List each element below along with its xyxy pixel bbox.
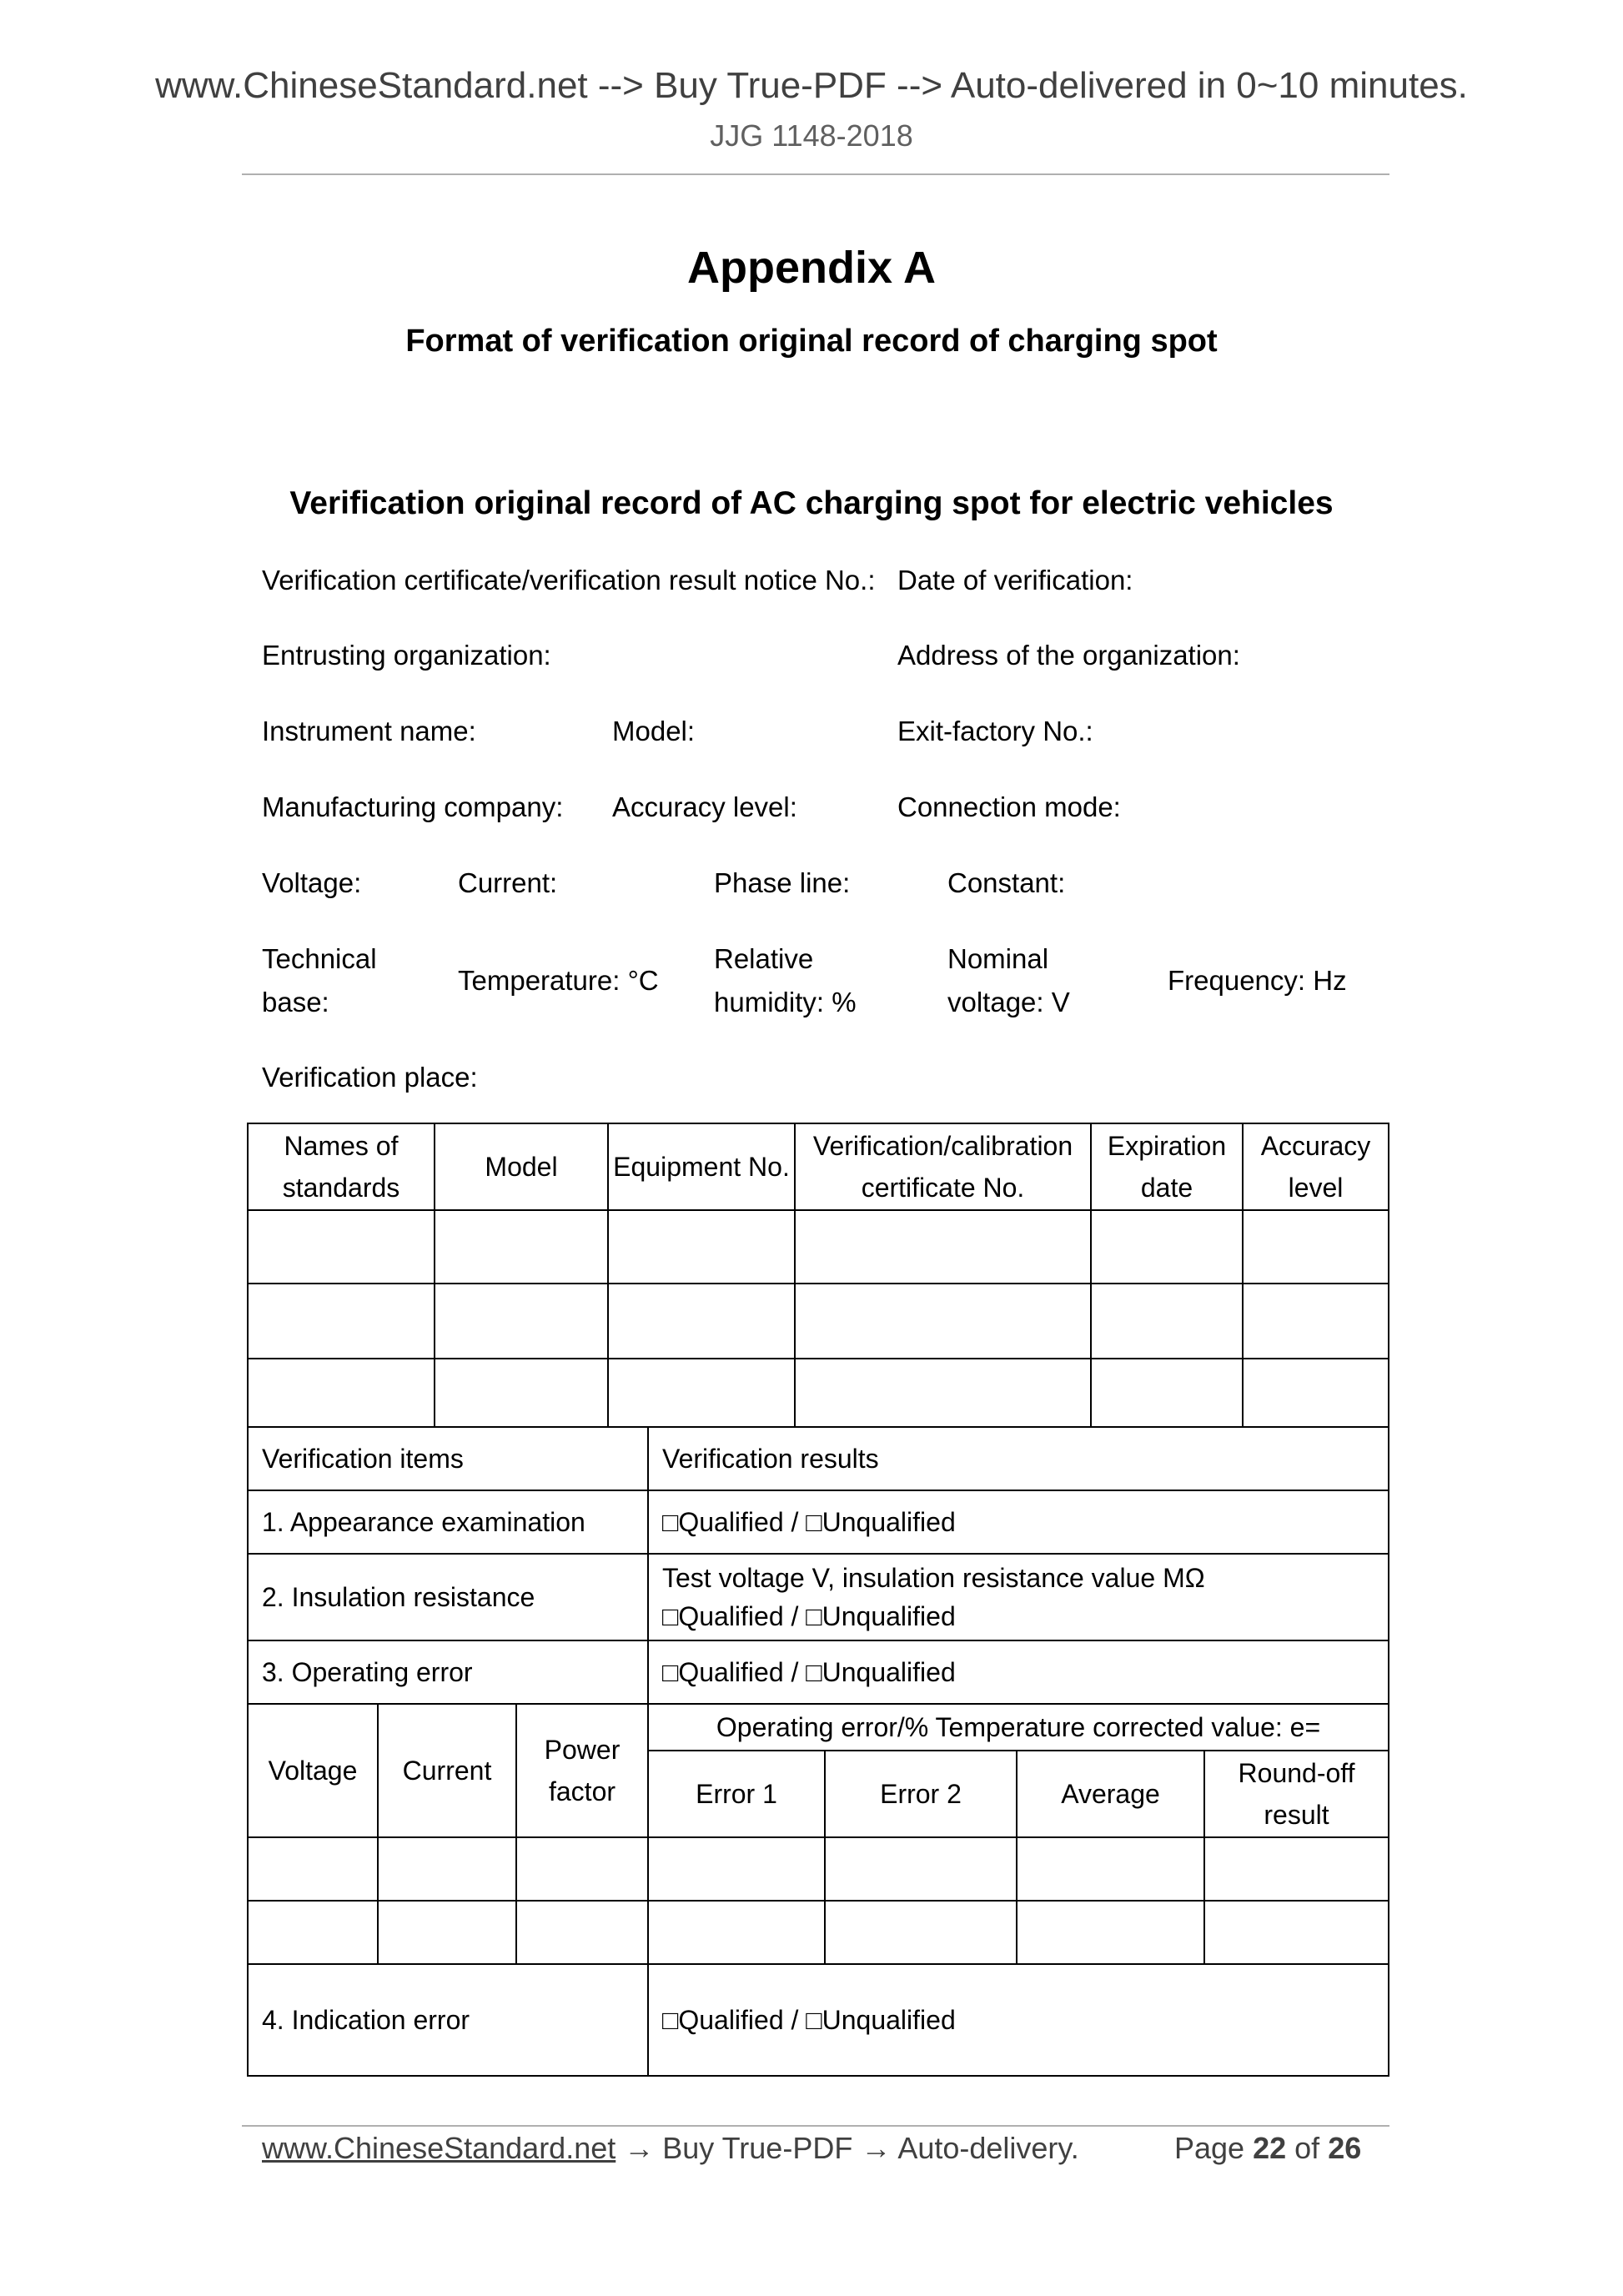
exit-factory-no-field: Exit-factory No.:: [897, 716, 1093, 746]
page-number: 22: [1253, 2131, 1287, 2165]
voltage-field: Voltage:: [262, 867, 362, 898]
table-cell: [825, 1837, 1017, 1901]
table-row: [248, 1210, 1389, 1284]
table-cell: [1017, 1837, 1204, 1901]
footer-tail: → Buy True-PDF → Auto-delivery.: [616, 2131, 1079, 2165]
col-accuracy-level: Accuracy level: [1243, 1123, 1389, 1210]
col-error-2: Error 2: [825, 1751, 1017, 1837]
table-cell: [1091, 1284, 1243, 1359]
appendix-subtitle: Format of verification original record of charging spot: [405, 324, 1218, 359]
item-result: □Qualified / □Unqualified: [648, 1964, 1389, 2076]
items-header-row: [248, 1427, 1389, 1490]
header-banner: www.ChineseStandard.net --> Buy True-PDF --> Auto-delivered in 0~10 minutes.: [155, 65, 1468, 106]
manufacturer-field: Manufacturing company:: [262, 791, 564, 822]
table-cell: [516, 1837, 648, 1901]
table-cell: [1204, 1837, 1389, 1901]
footer-site-link[interactable]: www.ChineseStandard.net: [262, 2131, 616, 2165]
entrusting-org-field: Entrusting organization:: [262, 640, 551, 671]
date-field: Date of verification:: [897, 565, 1133, 595]
item-row-operating-error: [248, 1640, 1389, 1704]
appendix-title: Appendix A: [686, 243, 936, 293]
item-row-insulation: [248, 1554, 1389, 1640]
current-field: Current:: [458, 867, 558, 898]
col-certificate-no: Verification/calibration certificate No.: [795, 1123, 1091, 1210]
table-cell: [378, 1901, 516, 1964]
standards-header-row: [248, 1123, 1389, 1210]
accuracy-level-field: Accuracy level:: [612, 791, 797, 822]
table-cell: [1091, 1359, 1243, 1427]
item-label: 4. Indication error: [248, 1964, 648, 2076]
constant-field: Constant:: [947, 867, 1066, 898]
col-current: Current: [378, 1704, 516, 1837]
item-result: □Qualified / □Unqualified: [648, 1640, 1389, 1704]
item-row-indication-error: [248, 1964, 1389, 2076]
col-verification-results: Verification results: [648, 1427, 1389, 1490]
table-cell: [435, 1359, 608, 1427]
nominal-voltage-field: Nominal voltage: V: [947, 943, 1070, 1017]
table-cell: [1091, 1210, 1243, 1284]
footer-link-line: [262, 2131, 1079, 2166]
standards-table: [247, 1123, 1389, 1428]
col-expiration-date: Expiration date: [1091, 1123, 1243, 1210]
table-cell: [648, 1837, 825, 1901]
table-cell: [825, 1901, 1017, 1964]
item-label: 2. Insulation resistance: [248, 1554, 648, 1640]
table-cell: [378, 1837, 516, 1901]
verification-items-table: [247, 1426, 1389, 2077]
temperature-field: Temperature: °C: [458, 965, 659, 996]
table-row: [248, 1901, 1389, 1964]
address-field: Address of the organization:: [897, 640, 1240, 671]
table-row: [248, 1359, 1389, 1427]
item-label: 1. Appearance examination: [248, 1490, 648, 1554]
table-cell: [248, 1359, 435, 1427]
standard-number: JJG 1148-2018: [710, 118, 913, 153]
item-result: □Qualified / □Unqualified: [648, 1490, 1389, 1554]
item-result: [648, 1554, 1389, 1640]
operating-error-header-row: [248, 1704, 1389, 1751]
connection-mode-field: Connection mode:: [897, 791, 1121, 822]
col-equipment-no: Equipment No.: [608, 1123, 795, 1210]
model-field: Model:: [612, 716, 696, 746]
table-cell: [1204, 1901, 1389, 1964]
record-title: Verification original record of AC charging spot for electric vehicles: [289, 485, 1334, 521]
col-round-off-result: Round-off result: [1204, 1751, 1389, 1837]
phase-line-field: Phase line:: [714, 867, 851, 898]
footer-divider: [242, 2125, 1389, 2127]
technical-base-field: Technical base:: [262, 943, 377, 1017]
insulation-qualified-line: □Qualified / □Unqualified: [662, 1601, 956, 1631]
table-cell: [248, 1210, 435, 1284]
item-label: 3. Operating error: [248, 1640, 648, 1704]
page-indicator: [1174, 2131, 1361, 2166]
table-row: [248, 1284, 1389, 1359]
instrument-name-field: Instrument name:: [262, 716, 476, 746]
table-cell: [1017, 1901, 1204, 1964]
table-cell: [516, 1901, 648, 1964]
table-cell: [648, 1901, 825, 1964]
table-cell: [795, 1284, 1091, 1359]
insulation-test-line: Test voltage V, insulation resistance value MΩ: [662, 1563, 1205, 1593]
col-power-factor: Power factor: [516, 1704, 648, 1837]
table-cell: [435, 1284, 608, 1359]
total-pages: 26: [1328, 2131, 1362, 2165]
header-divider: [242, 173, 1389, 175]
table-cell: [248, 1837, 378, 1901]
certificate-no-field: Verification certificate/verification result notice No.:: [262, 565, 876, 595]
verification-place-field: Verification place:: [262, 1062, 478, 1093]
table-cell: [435, 1210, 608, 1284]
table-cell: [1243, 1359, 1389, 1427]
col-names-of-standards: Names of standards: [248, 1123, 435, 1210]
col-average: Average: [1017, 1751, 1204, 1837]
col-model: Model: [435, 1123, 608, 1210]
table-cell: [608, 1284, 795, 1359]
humidity-field: Relative humidity: %: [714, 943, 857, 1017]
item-row-appearance: [248, 1490, 1389, 1554]
table-row: [248, 1837, 1389, 1901]
operating-error-group-header: Operating error/% Temperature corrected value: e=: [648, 1704, 1389, 1751]
table-cell: [248, 1284, 435, 1359]
table-cell: [795, 1359, 1091, 1427]
of-label: of: [1294, 2131, 1320, 2165]
frequency-field: Frequency: Hz: [1168, 965, 1347, 996]
page-label: Page: [1174, 2131, 1245, 2165]
table-cell: [1243, 1210, 1389, 1284]
col-verification-items: Verification items: [248, 1427, 648, 1490]
table-cell: [608, 1359, 795, 1427]
table-cell: [1243, 1284, 1389, 1359]
table-cell: [795, 1210, 1091, 1284]
table-cell: [248, 1901, 378, 1964]
table-cell: [608, 1210, 795, 1284]
col-error-1: Error 1: [648, 1751, 825, 1837]
col-voltage: Voltage: [248, 1704, 378, 1837]
